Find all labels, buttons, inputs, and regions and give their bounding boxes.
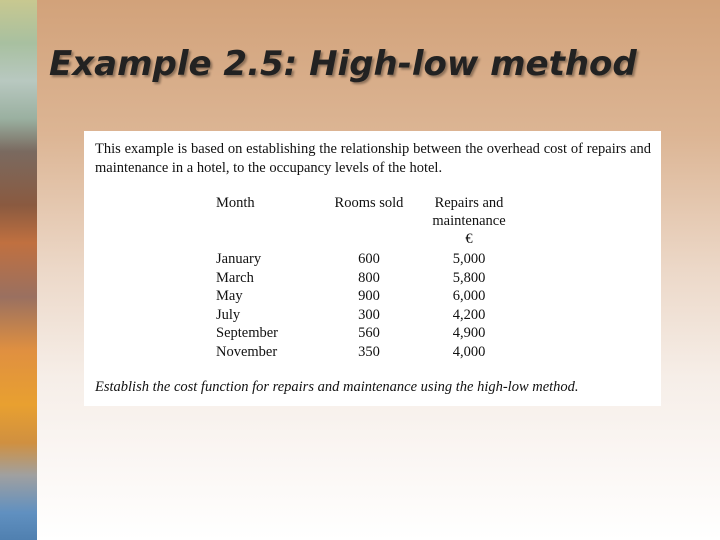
table-cell-month: March xyxy=(216,269,254,286)
table-cell-rooms: 600 xyxy=(358,251,380,267)
table-cell-rooms: 350 xyxy=(358,344,380,360)
header-rooms-sold: Rooms sold xyxy=(334,195,404,211)
decorative-image-strip xyxy=(0,0,37,540)
table-cell-month: November xyxy=(216,344,278,360)
table-cell-cost: 4,200 xyxy=(452,306,486,323)
table-cell-rooms: 300 xyxy=(358,306,380,323)
table-cell-month: September xyxy=(216,325,279,342)
table-cell-cost: 5,800 xyxy=(452,269,486,286)
slide-title: Example 2.5: High-low method xyxy=(49,44,637,84)
table-cell-cost: 4,900 xyxy=(452,325,486,342)
header-month: Month xyxy=(216,195,255,211)
header-repairs: Repairs and xyxy=(434,195,504,211)
header-maintenance: maintenance xyxy=(432,213,506,229)
table-cell-month: January xyxy=(216,251,262,267)
table-cell-month: May xyxy=(216,288,243,305)
table-cell-month: July xyxy=(216,306,241,323)
header-currency: € xyxy=(465,231,473,247)
table-cell-cost: 6,000 xyxy=(452,288,486,305)
question-text: Establish the cost function for repairs and maintenance using the high-low method. xyxy=(95,379,579,395)
table-cell-rooms: 560 xyxy=(358,325,380,342)
table-cell-cost: 4,000 xyxy=(452,344,486,360)
table-cell-rooms: 900 xyxy=(358,288,380,305)
table-cell-cost: 5,000 xyxy=(452,251,486,267)
example-box xyxy=(84,131,661,406)
table-cell-rooms: 800 xyxy=(358,269,380,286)
intro-text: This example is based on establishing the relationship between the overhead cost of repairs and maintenance in a hotel, to the occupancy levels of the hotel. xyxy=(95,141,651,176)
